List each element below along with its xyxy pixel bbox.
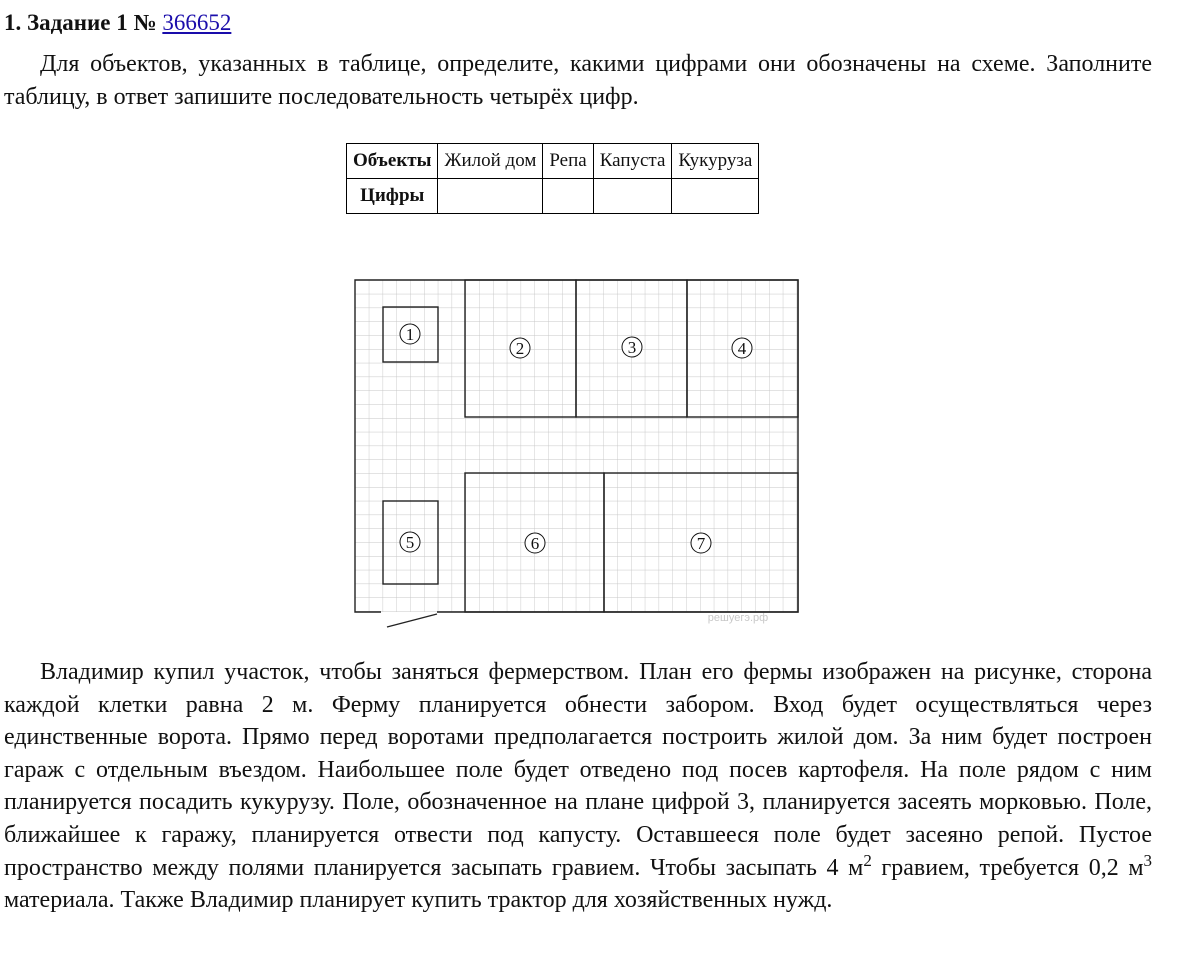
task-story [4,656,1152,917]
story-part-3: материала. Также Владимир планирует купить трактор для хозяйственных нужд. [4,887,833,914]
digits-header: Цифры [347,179,438,214]
gate [387,614,437,627]
digit-cell-turnip[interactable] [543,179,593,214]
task-number: 1. Задание 1 № [4,10,157,35]
objects-table [346,143,759,214]
task-id-link[interactable]: 366652 [162,10,232,35]
task-heading [4,8,231,38]
story-part-1: Владимир купил участок, чтобы заняться фермерством. План его фермы изображен на рисунке, сторона каждой клетки равна 2 м. Ферму планируется обнести забором. Вход будет осуществляться через единственные ворота. Прямо перед воротами предполагается построить жилой дом. За ним будет построен гараж с отдельным въездом. Наибольшее поле будет отведено под посев картофеля. На поле рядом с ним планируется посадить кукурузу. Поле, обозначенное на плане цифрой 3, планируется засеять морковью. Поле, ближайшее к гаражу, планируется отвести под капусту. Оставшееся поле будет засеяно репой. Пустое пространство между полями планируется засыпать гравием. Чтобы засыпать 4 м [4,659,1152,881]
label-4: 4 [737,339,747,358]
label-5: 5 [405,533,415,552]
object-turnip: Репа [543,144,593,179]
object-cabbage: Капуста [593,144,672,179]
digit-cell-house[interactable] [438,179,543,214]
digit-cell-corn[interactable] [672,179,759,214]
farm-plan [350,275,810,635]
objects-header: Объекты [347,144,438,179]
objects-row [347,144,759,179]
story-sup-1: 2 [863,850,872,870]
object-corn: Кукуруза [672,144,759,179]
digit-cell-cabbage[interactable] [593,179,672,214]
story-sup-2: 3 [1143,850,1153,870]
label-7: 7 [696,534,706,553]
object-house: Жилой дом [438,144,543,179]
label-2: 2 [515,339,525,358]
digits-row [347,179,759,214]
label-3: 3 [627,338,637,357]
label-1: 1 [405,325,415,344]
label-6: 6 [530,534,540,553]
watermark: решуегэ.рф [707,612,769,624]
task-intro: Для объектов, указанных в таблице, определите, какими цифрами они обозначены на схеме. Заполните таблицу, в ответ запишите последовательность четырёх цифр. [4,51,1152,110]
story-part-2: гравием, требуется 0,2 м [871,854,1144,881]
